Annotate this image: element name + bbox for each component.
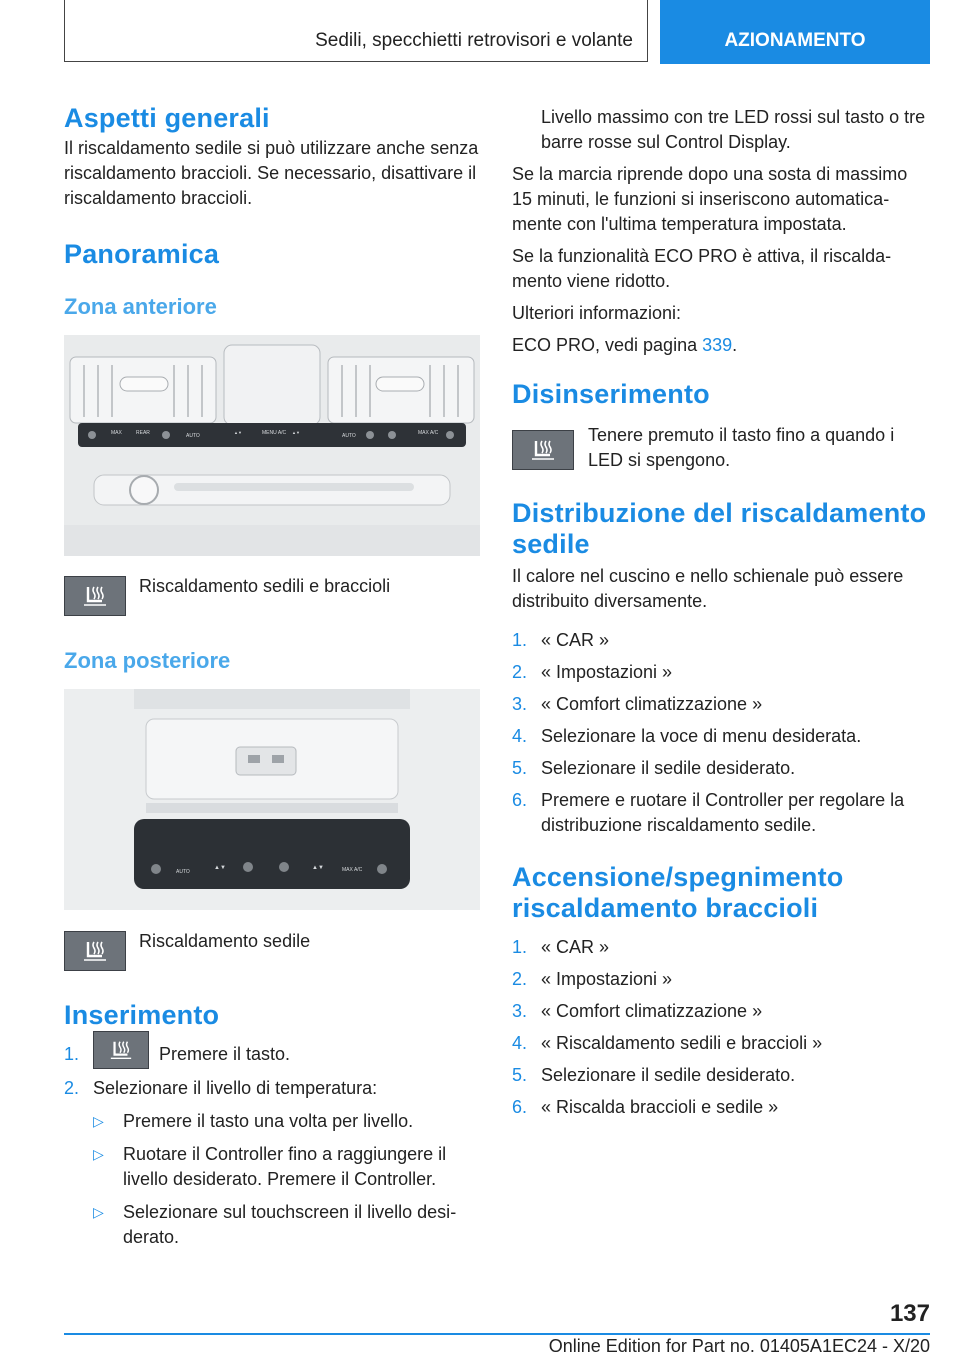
list-item: 1. « CAR » (512, 630, 610, 650)
front-console-illustration (64, 335, 480, 556)
triangle-bullet-icon: ▷ (93, 1113, 104, 1129)
svg-text:▲▼: ▲▼ (214, 865, 226, 871)
more-info-label: Ulteriori informazioni: (512, 303, 682, 323)
list-item: ▷ Premere il tasto una volta per livello. (93, 1109, 480, 1134)
seat-heating-icon (80, 938, 110, 964)
list-item: ▷ Ruotare il Controller fino a raggiungere il livello desiderato. Premere il Controller. (93, 1142, 480, 1192)
list-item: 4. « Riscaldamento sedili e braccioli » (512, 1033, 823, 1053)
list-item: 2. « Impostazioni » (512, 969, 673, 989)
list-item: 1. Premere il tasto. (64, 1042, 480, 1069)
list-item: 3. « Comfort climatizzazione » (512, 694, 763, 714)
front-label-auto-right: AUTO (342, 433, 356, 439)
eco-pro-reference: ECO PRO, vedi pagina 339. (512, 335, 738, 355)
max-level-text: Livello massimo con tre LED rossi sul tasto o tre barre rosse sul Control Display. (541, 107, 926, 152)
rear-seat-heating-button-image (64, 931, 126, 971)
page-header (64, 0, 930, 64)
list-item: ▷ Selezionare sul touchscreen il livello desiderato. (93, 1200, 480, 1250)
svg-text:▲▼: ▲▼ (312, 865, 324, 871)
heading-rear-zone: Zona posteriore (64, 648, 231, 673)
footer-divider (64, 1333, 930, 1335)
switch-on-steps (64, 1042, 480, 1101)
svg-text:▲▼: ▲▼ (234, 430, 242, 435)
armrest-steps (512, 935, 928, 1120)
footer-edition: Online Edition for Part no. 01405A1EC24 - X/20 (548, 1336, 930, 1356)
left-column (64, 96, 480, 1250)
general-paragraph: Il riscaldamento sedile si può utilizzare anche senza riscaldamento braccioli. Se necessario, disattivare il riscaldamento braccioli. (64, 138, 479, 208)
front-caption: Riscaldamento sedili e braccioli (139, 576, 391, 596)
front-label-max: MAX (111, 430, 122, 436)
front-console-image (64, 335, 480, 556)
heading-distribution: Distribuzione del riscaldamento sedile (512, 498, 927, 559)
temperature-level-options (93, 1109, 480, 1250)
front-caption-row (64, 576, 480, 616)
heading-front-zone: Zona anteriore (64, 294, 217, 319)
chapter-tab: AZIONAMENTO (660, 0, 930, 64)
rear-caption: Riscaldamento sedile (139, 931, 311, 951)
section-title: Sedili, specchietti retrovisori e volante (64, 0, 648, 62)
page-number: 137 (889, 1300, 930, 1327)
heading-general: Aspetti generali (64, 103, 270, 133)
list-item: 3. « Comfort climatizzazione » (512, 1001, 763, 1021)
seat-heating-button-image (64, 576, 126, 616)
svg-text:▲▼: ▲▼ (292, 430, 300, 435)
step-2-text: Selezionare il livello di temperatura: (93, 1078, 378, 1098)
switch-off-row (512, 423, 928, 473)
list-item: 1. « CAR » (512, 937, 610, 957)
distribution-steps (512, 628, 928, 838)
heading-overview: Panoramica (64, 239, 220, 269)
heading-switch-on: Inserimento (64, 1000, 220, 1030)
heading-switch-off: Disinserimento (512, 379, 710, 409)
rear-console-illustration (64, 689, 480, 910)
seat-heating-icon (528, 437, 558, 463)
seat-heating-icon (107, 1038, 135, 1062)
list-item: 2. Selezionare il livello di temperatura: (64, 1076, 480, 1101)
seat-heating-icon (80, 583, 110, 609)
list-item: 2. « Impostazioni » (512, 662, 673, 682)
triangle-bullet-icon: ▷ (93, 1204, 104, 1220)
switch-off-text: Tenere premuto il tasto fino a quando i LED si spengono. (588, 425, 895, 470)
list-item: 5. Selezionare il sedile desiderato. (512, 1065, 796, 1085)
front-label-auto: AUTO (186, 433, 200, 439)
rear-label-auto: AUTO (176, 869, 190, 875)
inline-seat-heating-button (93, 1031, 149, 1069)
eco-pro-paragraph: Se la funzionalità ECO PRO è attiva, il riscaldamento viene ridotto. (512, 246, 892, 291)
list-item: 6. « Riscalda braccioli e sedile » (512, 1097, 779, 1117)
rear-caption-row (64, 931, 480, 971)
rear-console-image (64, 689, 480, 910)
switch-off-seat-heating-button-image (512, 430, 574, 470)
list-item: 4. Selezionare la voce di menu desiderata. (512, 726, 862, 746)
restart-paragraph: Se la marcia riprende dopo una sosta di massimo 15 minuti, le funzioni si inseriscono automaticamente con l'ultima temperatura impostata. (512, 164, 908, 234)
front-label-rear: REAR (136, 430, 150, 436)
distribution-paragraph: Il calore nel cuscino e nello schienale può essere distribuito diversamente. (512, 566, 904, 611)
page-339-link[interactable]: 339 (702, 335, 733, 355)
right-column (512, 96, 928, 1120)
list-item: 5. Selezionare il sedile desiderato. (512, 758, 796, 778)
rear-label-max-ac: MAX A/C (342, 867, 363, 873)
triangle-bullet-icon: ▷ (93, 1146, 104, 1162)
front-label-menu-ac: MENU A/C (262, 430, 287, 436)
list-item: 6. Premere e ruotare il Controller per regolare la distribuzione riscaldamento sedile. (512, 790, 905, 835)
heading-armrest-heating: Accensione/spegnimento riscaldamento braccioli (512, 862, 844, 923)
step-1-text: Premere il tasto. (159, 1044, 291, 1064)
front-label-max-ac: MAX A/C (418, 430, 439, 436)
